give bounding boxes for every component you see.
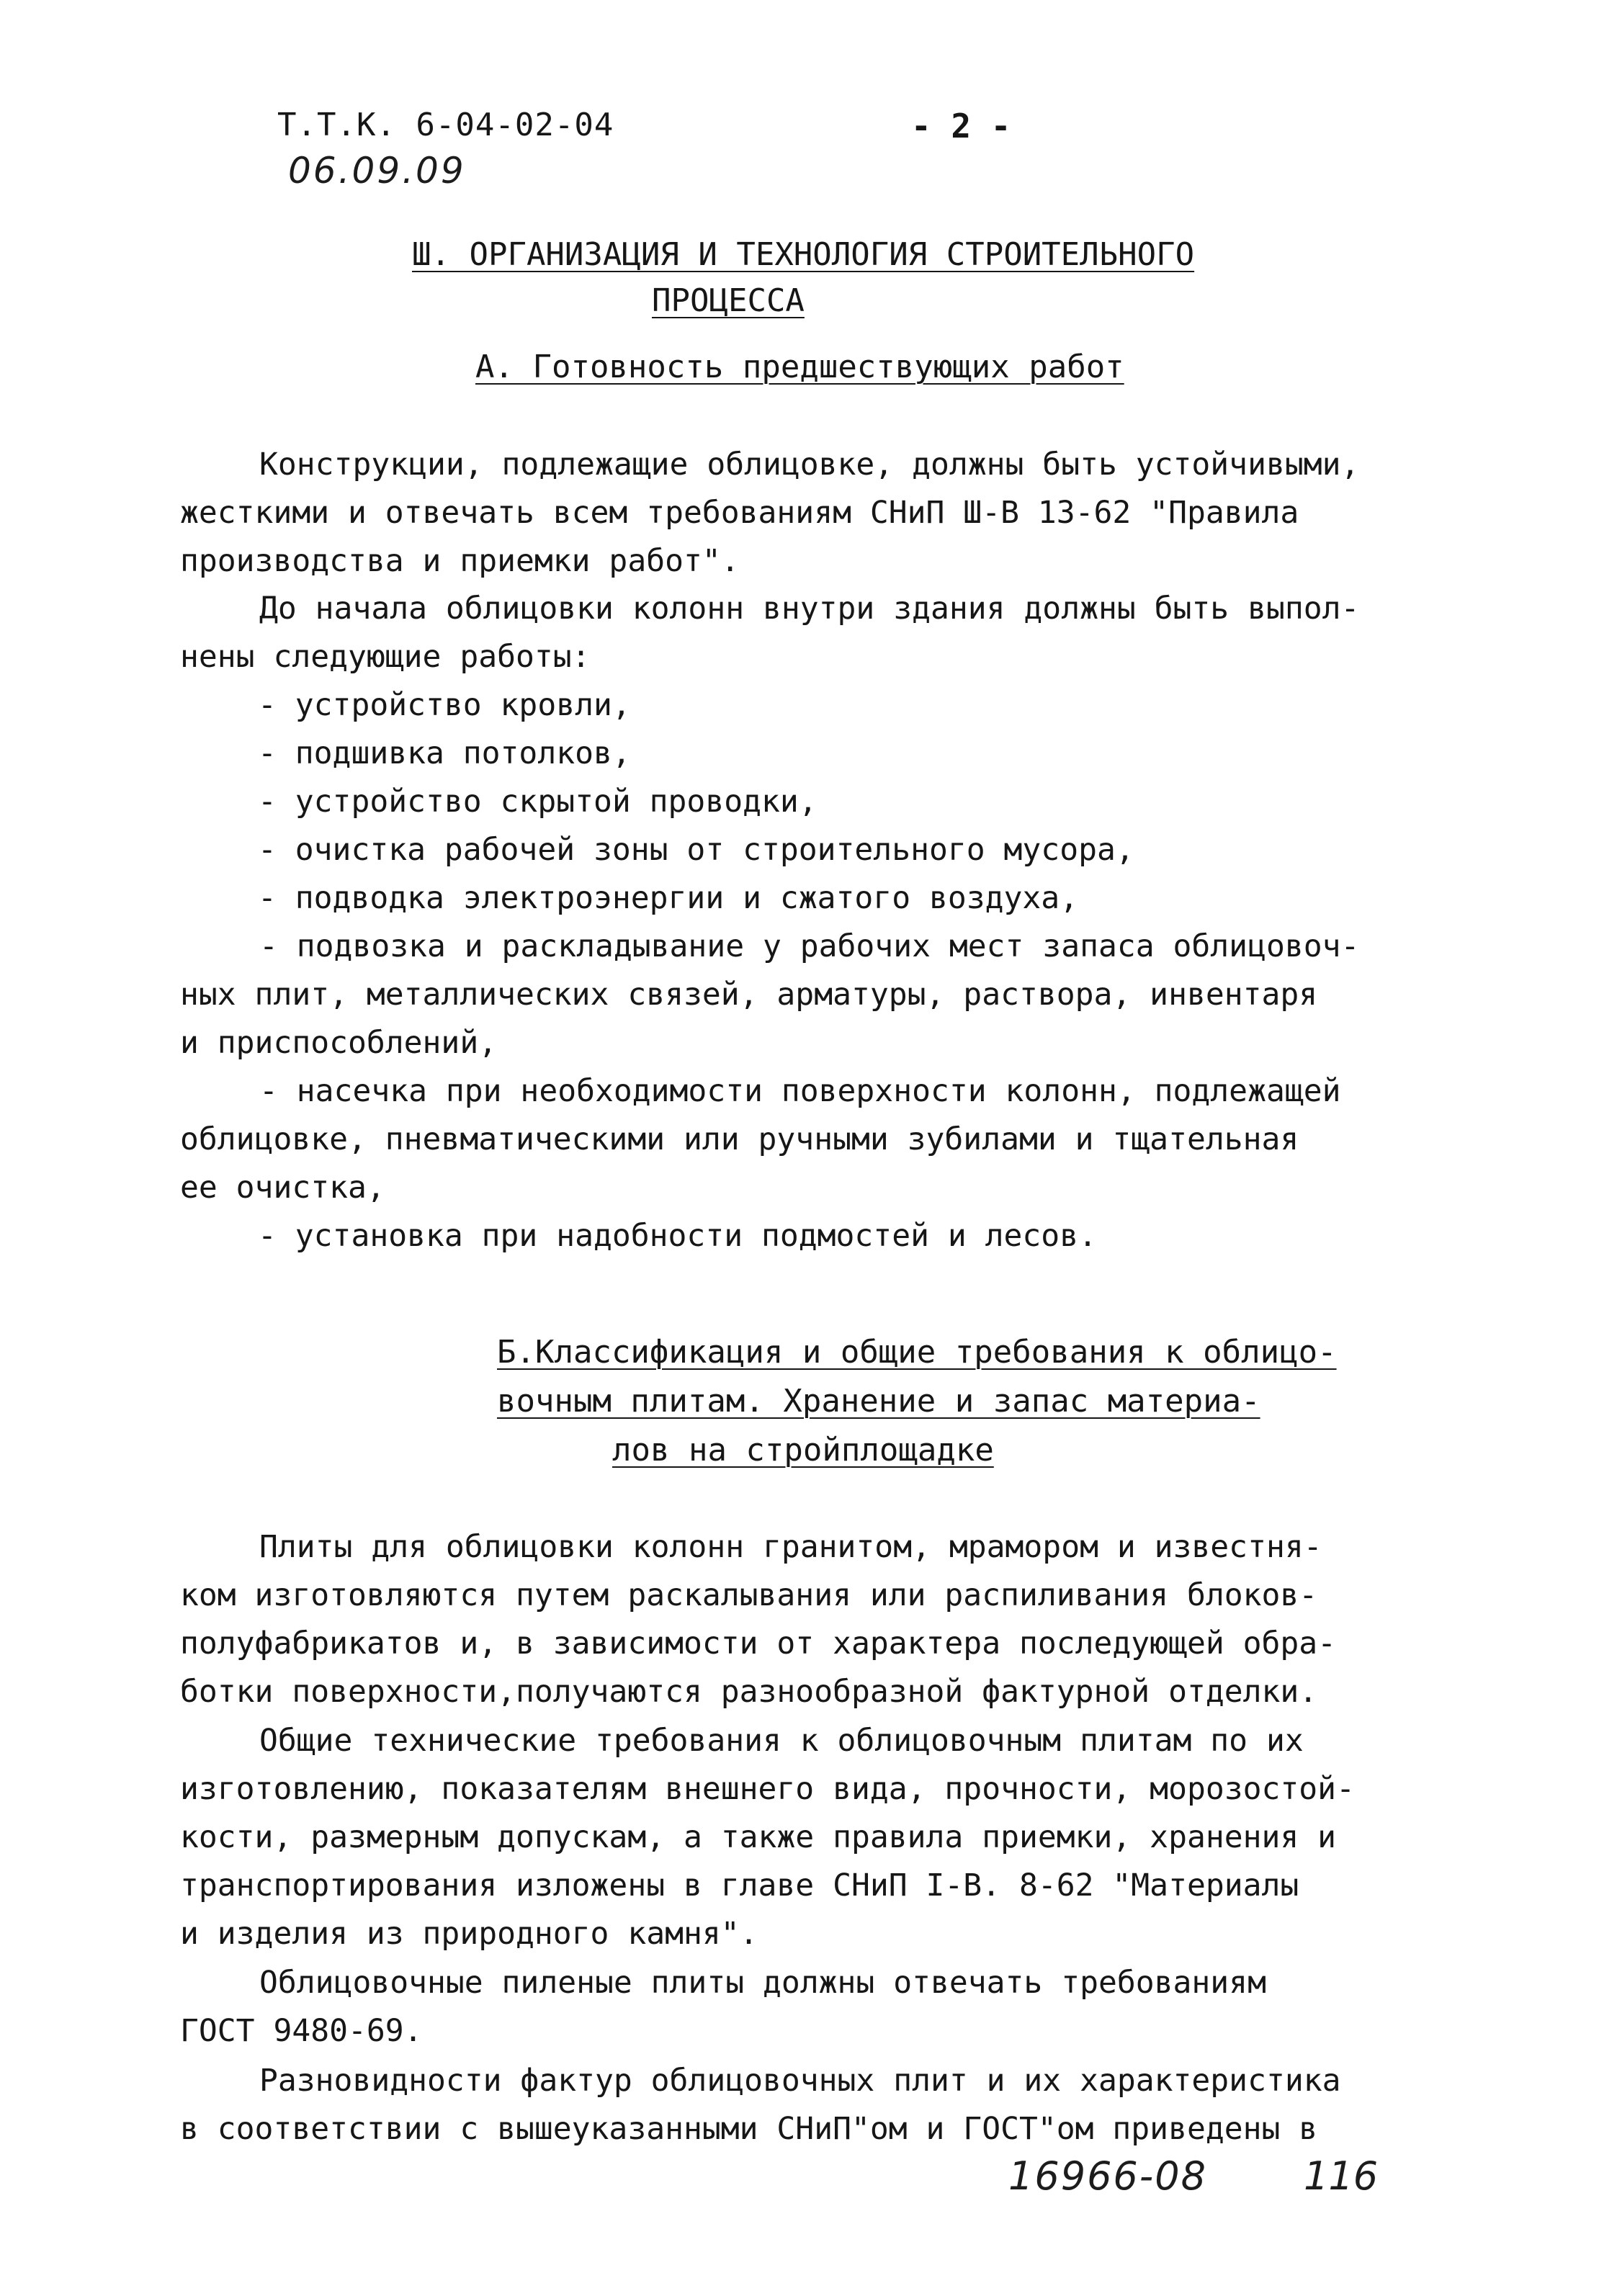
text-line: изготовлению, показателям внешнего вида, прочности, морозостой-: [180, 1771, 1355, 1807]
text-line: жесткими и отвечать всем требованиям СНиП Ш-В 13-62 "Правила: [180, 495, 1299, 531]
text-line: и приспособлений,: [180, 1025, 498, 1061]
subsection-b-paragraph-1: [180, 1523, 1448, 1716]
text-line: производства и приемки работ".: [180, 543, 740, 579]
subsection-a-paragraph-2: [180, 585, 1448, 681]
text-line: - подвозка и раскладывание у рабочих мест запаса облицовоч-: [259, 928, 1360, 964]
text-line: ее очистка,: [180, 1170, 385, 1206]
handwritten-stamp-number: 16966-08: [1008, 2153, 1207, 2199]
text-line: Разновидности фактур облицовочных плит и их характеристика: [259, 2063, 1341, 2099]
subsection-b-paragraph-4: [180, 2057, 1448, 2153]
document-code: Т.Т.К. 6-04-02-04: [277, 107, 614, 143]
subsection-b-paragraph-3: [180, 1959, 1448, 2055]
text-line: ботки поверхности,получаются разнообразной фактурной отделки.: [180, 1674, 1318, 1710]
text-line: До начала облицовки колонн внутри здания должны быть выпол-: [259, 591, 1360, 627]
list-item: - устройство скрытой проводки,: [258, 784, 818, 820]
text-line: ком изготовляются путем раскалывания или распиливания блоков-: [180, 1577, 1318, 1613]
list-item: - подшивка потолков,: [258, 735, 631, 771]
subsection-b-title-line-2: вочным плитам. Хранение и запас материа-: [497, 1383, 1260, 1420]
subsection-b-title-line-1: Б.Классификация и общие требования к облицо-: [497, 1334, 1337, 1371]
preliminary-works-list: [258, 681, 1134, 923]
text-line: Плиты для облицовки колонн гранитом, мрамором и известня-: [259, 1529, 1322, 1565]
subsection-a-paragraph-3: [180, 923, 1448, 1067]
subsection-a-paragraph-1: [180, 441, 1448, 586]
list-item: - очистка рабочей зоны от строительного мусора,: [258, 832, 1134, 868]
text-line: - насечка при необходимости поверхности колонн, подлежащей: [259, 1073, 1341, 1109]
text-line: кости, размерным допускам, а также правила приемки, хранения и: [180, 1819, 1337, 1855]
text-line: транспортирования изложены в главе СНиП I-В. 8-62 "Материалы: [180, 1867, 1299, 1903]
section-title-line-2: ПРОЦЕССА: [652, 282, 805, 319]
subsection-b-paragraph-2: [180, 1717, 1448, 1958]
text-line: Конструкции, подлежащие облицовке, должны быть устойчивыми,: [259, 447, 1360, 483]
last-list-item: - установка при надобности подмостей и лесов.: [258, 1218, 1097, 1254]
handwritten-sheet-number: 116: [1304, 2153, 1379, 2199]
subsection-a-paragraph-4: [180, 1067, 1448, 1212]
list-item: - устройство кровли,: [258, 687, 631, 723]
page-number: - 2 -: [911, 107, 1011, 145]
text-line: Общие технические требования к облицовочным плитам по их: [259, 1723, 1304, 1759]
text-line: и изделия из природного камня".: [180, 1916, 758, 1952]
subsection-b-title-line-3: лов на стройплощадке: [612, 1432, 994, 1468]
text-line: Облицовочные пиленые плиты должны отвечать требованиям: [259, 1965, 1266, 2001]
text-line: ГОСТ 9480-69.: [180, 2013, 423, 2049]
section-title-line-1: Ш. ОРГАНИЗАЦИЯ И ТЕХНОЛОГИЯ СТРОИТЕЛЬНОГО: [412, 236, 1195, 273]
text-line: полуфабрикатов и, в зависимости от характера последующей обра-: [180, 1625, 1337, 1662]
handwritten-date: 06.09.09: [288, 150, 466, 192]
text-line: нены следующие работы:: [180, 639, 591, 675]
text-line: ных плит, металлических связей, арматуры, раствора, инвентаря: [180, 977, 1318, 1013]
list-item: - подводка электроэнергии и сжатого воздуха,: [258, 880, 1079, 916]
subsection-a-title: А. Готовность предшествующих работ: [475, 349, 1124, 385]
text-line: облицовке, пневматическими или ручными зубилами и тщательная: [180, 1121, 1299, 1157]
text-line: в соответствии с вышеуказанными СНиП"ом и ГОСТ"ом приведены в: [180, 2111, 1318, 2147]
